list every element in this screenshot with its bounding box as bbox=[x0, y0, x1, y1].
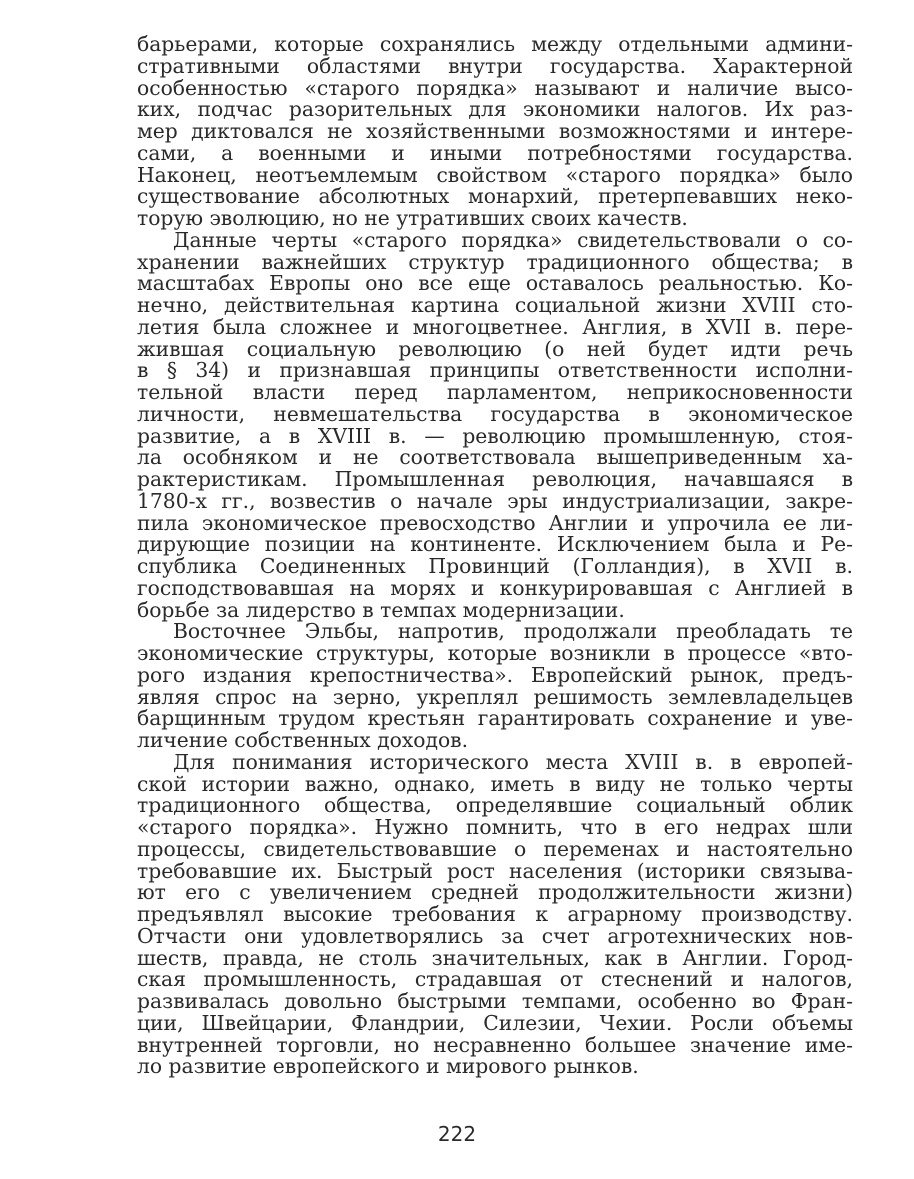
text-line: барьерами, которые сохранялись между отдельными админи- bbox=[137, 32, 853, 56]
text-line: рактеристикам. Промышленная революция, начавшаяся в bbox=[137, 467, 853, 491]
text-line: масштабах Европы оно все еще оставалось реальностью. Ко- bbox=[137, 271, 853, 296]
text-line: развитие, а в XVIII в. — революцию промышленную, стоя- bbox=[137, 423, 853, 448]
text-line: торую эволюцию, но не утративших своих качеств. bbox=[137, 206, 688, 230]
text-line: спублика Соединенных Провинций (Голландия), в XVII в. bbox=[137, 554, 853, 578]
text-line: нечно, действительная картина социальной жизни XVIII сто- bbox=[137, 293, 853, 317]
text-line: существование абсолютных монархий, претерпевавших неко- bbox=[137, 184, 853, 209]
paragraph bbox=[137, 34, 853, 230]
text-line: развивалась довольно быстрыми темпами, особенно во Фран- bbox=[137, 989, 853, 1013]
text-line: Данные черты «старого порядка» свидетельствовали о со- bbox=[173, 227, 853, 252]
text-line: традиционного общества, определявшие социальный облик bbox=[137, 793, 853, 818]
text-line: ло развитие европейского и мирового рынков. bbox=[137, 1054, 639, 1079]
text-line: процессы, свидетельствовавшие о переменах и настоятельно bbox=[137, 836, 853, 861]
text-line: борьбе за лидерство в темпах модернизации. bbox=[137, 597, 625, 622]
text-line: Для понимания исторического места XVIII в. в европей- bbox=[173, 749, 853, 774]
text-line: хранении важнейших структур традиционного общества; в bbox=[137, 249, 853, 274]
text-line: пила экономическое превосходство Англии и упрочила ее ли- bbox=[137, 510, 853, 535]
text-line: являя спрос на зерно, укреплял решимость землевладельцев bbox=[137, 684, 853, 709]
text-line: внутренней торговли, но несравненно большее значение име- bbox=[137, 1032, 853, 1057]
text-line: особенностью «старого порядка» называют и наличие высо- bbox=[137, 75, 853, 100]
text-line: Наконец, неотъемлемым свойством «старого порядка» было bbox=[137, 162, 853, 187]
text-line: барщинным трудом крестьян гарантировать сохранение и уве- bbox=[137, 706, 853, 731]
text-line: рого издания крепостничества». Европейский рынок, предъ- bbox=[137, 662, 853, 687]
text-line: экономические структуры, которые возникли в процессе «вто- bbox=[137, 641, 853, 665]
text-line: тельной власти перед парламентом, неприкосновенности bbox=[137, 380, 853, 404]
text-line: Отчасти они удовлетворялись за счет агротехнических нов- bbox=[137, 923, 853, 948]
text-line: Восточнее Эльбы, напротив, продолжали преобладать те bbox=[173, 619, 853, 644]
text-line: требовавшие их. Быстрый рост населения (историки связыва- bbox=[137, 858, 853, 883]
text-line: ской истории важно, однако, иметь в виду не только черты bbox=[137, 771, 853, 796]
text-line: 1780-х гг., возвестив о начале эры индустриализации, закре- bbox=[137, 488, 853, 513]
text-line: ции, Швейцарии, Фландрии, Силезии, Чехии. Росли объемы bbox=[137, 1010, 853, 1035]
text-line: сами, а военными и иными потребностями государства. bbox=[137, 140, 853, 165]
text-line: личение собственных доходов. bbox=[137, 728, 469, 752]
text-line: личности, невмешательства государства в экономическое bbox=[137, 401, 853, 426]
text-line: ких, подчас разорительных для экономики налогов. Их раз- bbox=[137, 97, 853, 122]
paragraph bbox=[137, 621, 853, 752]
paragraph bbox=[137, 749, 853, 1079]
text-line: летия была сложнее и многоцветнее. Англия, в XVII в. пере- bbox=[137, 314, 853, 339]
text-line: мер диктовался не хозяйственными возможностями и интере- bbox=[137, 119, 853, 143]
paragraph bbox=[137, 227, 853, 622]
text-line: господствовавшая на морях и конкурировавшая с Англией в bbox=[137, 575, 853, 600]
text-line: предъявлял высокие требования к аграрному производству. bbox=[137, 902, 853, 926]
text-line: ла особняком и не соответствовала вышеприведенным ха- bbox=[137, 445, 853, 470]
text-line: стративными областями внутри государства. Характерной bbox=[137, 53, 853, 78]
text-line: «старого порядка». Нужно помнить, что в его недрах шли bbox=[137, 815, 853, 839]
page-number: 222 bbox=[437, 1122, 477, 1146]
text-line: жившая социальную революцию (о ней будет идти речь bbox=[137, 336, 853, 361]
text-line: дирующие позиции на континенте. Исключением была и Ре- bbox=[137, 532, 853, 557]
text-line: в § 34) и признавшая принципы ответственности исполни- bbox=[137, 358, 853, 383]
text-line: ская промышленность, страдавшая от стеснений и налогов, bbox=[137, 967, 853, 992]
text-line: шеств, правда, не столь значительных, как в Англии. Город- bbox=[137, 945, 853, 970]
body-text bbox=[137, 34, 853, 1078]
text-line: ют его с увеличением средней продолжительности жизни) bbox=[137, 880, 853, 905]
